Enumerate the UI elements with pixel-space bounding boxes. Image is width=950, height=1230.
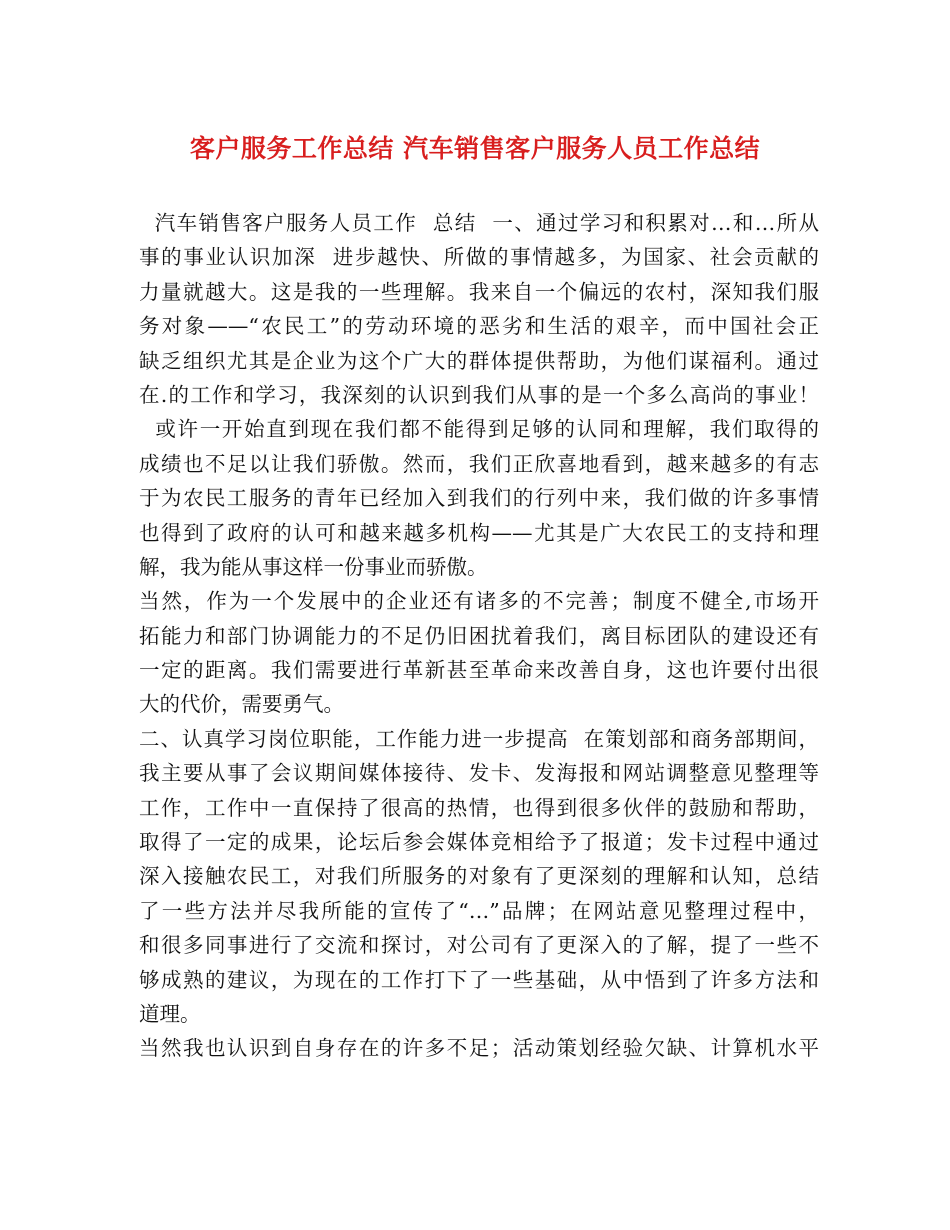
body-line: 和很多同事进行了交流和探讨，对公司有了更深入的了解，提了一些不 [139,933,819,958]
body-line: 我主要从事了会议期间媒体接待、发卡、发海报和网站调整意见整理等 [139,761,819,786]
body-line: 于为农民工服务的青年已经加入到我们的行列中来，我们做的许多事情 [139,486,819,511]
body-line: 大的代价，需要勇气。 [139,692,344,717]
body-line: 拓能力和部门协调能力的不足仍旧困扰着我们，离目标团队的建设还有 [139,623,819,648]
body-line: 力量就越大。这是我的一些理解。我来自一个偏远的农村，深知我们服 [139,279,819,304]
body-line: 事的事业认识加深 进步越快、所做的事情越多，为国家、社会贡献的 [139,245,819,270]
body-line: 二、认真学习岗位职能，工作能力进一步提高 在策划部和商务部期间， [139,726,819,751]
document-body [139,206,819,1066]
body-line: 汽车销售客户服务人员工作 总结 一、通过学习和积累对…和…所从 [139,211,819,235]
body-line: 在.的工作和学习，我深刻的认识到我们从事的是一个多么高尚的事业！ [139,382,819,407]
body-line: 当然，作为一个发展中的企业还有诸多的不完善；制度不健全,市场开 [139,589,819,614]
document-title: 客户服务工作总结 汽车销售客户服务人员工作总结 [189,134,761,163]
body-line: 道理。 [139,1001,201,1026]
body-line: 缺乏组织尤其是企业为这个广大的群体提供帮助，为他们谋福利。通过 [139,348,819,373]
body-line: 务对象——“农民工”的劳动环境的恶劣和生活的艰辛，而中国社会正 [139,314,819,339]
body-line: 解，我为能从事这样一份事业而骄傲。 [139,554,488,579]
body-line: 一定的距离。我们需要进行革新甚至革命来改善自身，这也许要付出很 [139,658,819,683]
body-line: 够成熟的建议，为现在的工作打下了一些基础，从中悟到了许多方法和 [139,967,819,992]
body-line: 也得到了政府的认可和越来越多机构——尤其是广大农民工的支持和理 [139,520,819,545]
body-line: 成绩也不足以让我们骄傲。然而，我们正欣喜地看到，越来越多的有志 [139,451,819,476]
body-line: 取得了一定的成果，论坛后参会媒体竞相给予了报道；发卡过程中通过 [139,830,819,855]
body-line: 工作，工作中一直保持了很高的热情，也得到很多伙伴的鼓励和帮助， [139,795,819,820]
body-line: 当然我也认识到自身存在的许多不足；活动策划经验欠缺、计算机水平 [139,1036,819,1061]
body-line: 或许一开始直到现在我们都不能得到足够的认同和理解，我们取得的 [139,417,819,442]
body-line: 深入接触农民工，对我们所服务的对象有了更深刻的理解和认知，总结 [139,864,819,889]
body-line: 了一些方法并尽我所能的宣传了“…”品牌；在网站意见整理过程中， [139,898,819,923]
